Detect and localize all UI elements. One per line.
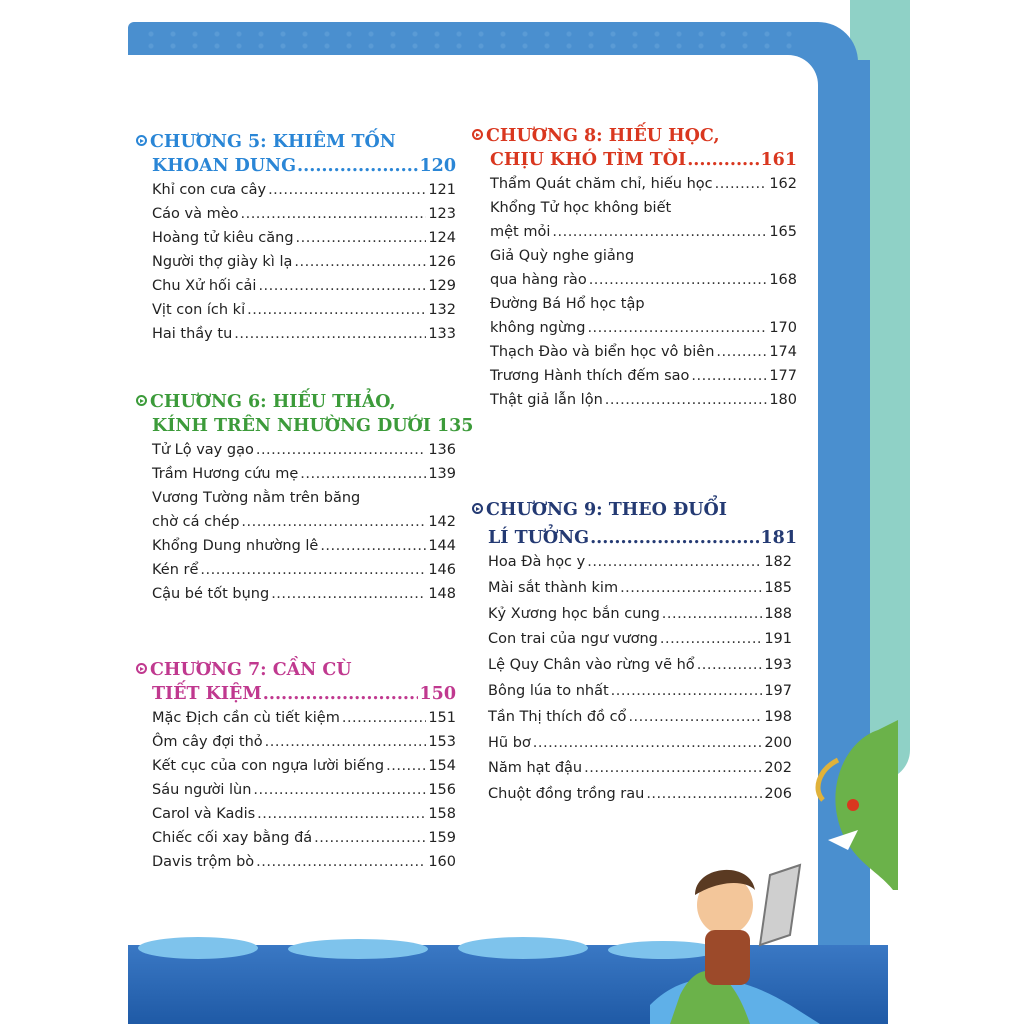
entry-title: chờ cá chép [152,514,240,530]
chapter-5-title-line1: CHƯƠNG 5: KHIÊM TỐN [150,132,396,152]
dot-leader [716,340,767,364]
toc-entry[interactable] [152,226,456,250]
entry-title: Tử Lộ vay gạo [152,442,254,458]
entry-title: Hũ bơ [488,734,531,751]
entry-title: Thẩm Quát chăm chỉ, hiếu học [490,176,713,192]
dot-leader [263,682,419,706]
chapter-8-entries [472,172,797,412]
toc-entry[interactable] [152,178,456,202]
dot-leader [200,558,426,582]
chapter-7-page: 150 [419,684,456,704]
entry-page-number: 198 [764,708,792,725]
chapter-7-title-line2: TIẾT KIỆM [152,684,262,704]
entry-title: Chu Xử hối cải [152,278,257,294]
entry-page-number: 159 [428,830,456,846]
toc-entry[interactable] [152,462,456,486]
entry-page-number: 206 [764,786,792,803]
entry-title: Khổng Tử học không biết [490,200,672,216]
chapter-8-title-line2: CHỊU KHÓ TÌM TÒI [490,150,687,170]
toc-entry[interactable] [152,826,456,850]
dot-leader [247,298,426,322]
dot-leader [589,268,768,292]
chapter-8-title-line1: CHƯƠNG 8: HIẾU HỌC, [486,126,720,146]
entry-title: Ôm cây đợi thỏ [152,734,263,750]
entry-title: Mặc Địch cần cù tiết kiệm [152,710,340,726]
dot-leader [628,705,762,731]
entry-page-number: 139 [428,466,456,482]
dot-leader [300,462,426,486]
decorative-cloud-pattern [140,28,800,52]
dot-leader [294,250,426,274]
entry-title: Lệ Quy Chân vào rừng vẽ hổ [488,657,695,674]
entry-title: Chiếc cối xay bằng đá [152,830,313,846]
chapter-5-page: 120 [419,156,456,176]
toc-entry[interactable] [152,558,456,582]
toc-entry[interactable] [152,274,456,298]
dot-leader [386,754,426,778]
entry-page-number: 193 [764,657,792,674]
dot-leader [258,274,426,298]
entry-page-number: 160 [428,854,456,870]
dot-leader [697,653,763,679]
entry-title: Giả Quỳ nghe giảng [490,248,635,264]
entry-page-number: 162 [769,176,797,192]
chapter-6-entries [136,438,456,606]
chapter-8-heading[interactable] [472,124,797,172]
entry-page-number: 174 [769,344,797,360]
dot-leader [241,510,426,534]
entry-page-number: 180 [769,392,797,408]
entry-page-number: 158 [428,806,456,822]
toc-entry[interactable] [152,486,456,534]
entry-page-number: 133 [428,326,456,342]
entry-page-number: 151 [428,710,456,726]
toc-entry[interactable] [490,172,797,196]
entry-page-number: 136 [428,442,456,458]
entry-page-number: 197 [764,682,792,699]
entry-page-number: 202 [764,760,792,777]
toc-entry[interactable] [488,679,792,705]
chapter-7-heading[interactable] [136,658,456,706]
entry-title: Chuột đồng trồng rau [488,786,645,803]
dot-leader [584,756,762,782]
entry-title: Khỉ con cưa cây [152,182,267,198]
dot-leader [296,226,427,250]
play-bullet-icon [136,663,147,674]
play-bullet-icon [136,395,147,406]
entry-title: mệt mỏi [490,224,551,240]
dot-leader [587,550,762,576]
toc-entry[interactable] [152,706,456,730]
toc-entry[interactable] [152,850,456,874]
entry-page-number: 168 [769,272,797,288]
toc-entry[interactable] [152,730,456,754]
entry-page-number: 191 [764,631,792,648]
entry-title: Kén rể [152,562,199,578]
toc-entry[interactable] [488,756,792,782]
toc-column-right [472,124,797,808]
dot-leader [314,826,426,850]
dot-leader [620,576,762,602]
chapter-6-title-line1: CHƯƠNG 6: HIẾU THẢO, [150,392,396,412]
toc-entry[interactable] [488,705,792,731]
chapter-5-title-line2: KHOAN DUNG [152,156,297,176]
entry-title: Đường Bá Hổ học tập [490,296,645,312]
dot-leader [691,364,767,388]
entry-title: Thật giả lẫn lộn [490,392,603,408]
toc-entry[interactable] [152,438,456,462]
dot-leader [320,534,426,558]
entry-title: Người thợ giày kì lạ [152,254,293,270]
toc-entry[interactable] [152,298,456,322]
entry-page-number: 126 [428,254,456,270]
chapter-9-title-line1: CHƯƠNG 9: THEO ĐUỔI [486,500,727,520]
toc-entry[interactable] [488,576,792,602]
entry-title: Cáo và mèo [152,206,239,222]
dot-leader [342,706,426,730]
entry-title: Khổng Dung nhường lê [152,538,319,554]
entry-page-number: 124 [428,230,456,246]
chapter-9-entries [472,550,792,808]
chapter-6-page: 135 [436,416,474,436]
entry-page-number: 132 [428,302,456,318]
dot-leader [605,388,768,412]
dot-leader [256,850,426,874]
dot-leader [256,438,426,462]
entry-page-number: 156 [428,782,456,798]
dot-leader [271,582,426,606]
chapter-9-title-line2: LÍ TƯỞNG [488,528,590,548]
entry-title: Davis trộm bò [152,854,255,870]
entry-title: Thạch Đào và biển học vô biên [490,344,715,360]
dot-leader [253,778,426,802]
toc-entry[interactable] [152,250,456,274]
entry-title: Sáu người lùn [152,782,252,798]
dot-leader [662,602,763,628]
entry-title: Vương Tường nằm trên băng [152,490,361,506]
entry-page-number: 185 [764,579,792,596]
entry-page-number: 121 [428,182,456,198]
entry-title: Kết cục của con ngựa lười biếng [152,758,385,774]
chapter-7-title-line1: CHƯƠNG 7: CẦN CÙ [150,660,352,680]
toc-entry[interactable] [488,731,792,757]
entry-page-number: 170 [769,320,797,336]
entry-page-number: 153 [428,734,456,750]
dot-leader [297,154,418,178]
entry-page-number: 177 [769,368,797,384]
entry-title: Trầm Hương cứu mẹ [152,466,299,482]
toc-entry[interactable] [152,778,456,802]
dot-leader [590,526,759,550]
toc-entry[interactable] [490,292,797,340]
dot-leader [646,782,762,808]
toc-entry[interactable] [152,534,456,558]
dot-leader [234,322,426,346]
entry-title: Năm hạt đậu [488,760,583,777]
dot-leader [552,220,767,244]
toc-entry[interactable] [152,322,456,346]
entry-title: Cậu bé tốt bụng [152,586,270,602]
chapter-6-title-line2: KÍNH TRÊN NHƯỜNG DƯỚI [152,416,431,436]
entry-title: Con trai của ngư vương [488,631,658,648]
toc-entry[interactable] [488,627,792,653]
dot-leader [587,316,767,340]
toc-entry[interactable] [152,802,456,826]
entry-title: Mài sắt thành kim [488,579,619,596]
dot-leader [611,679,763,705]
entry-title: Trương Hành thích đếm sao [490,368,690,384]
dot-leader [265,730,427,754]
toc-entry[interactable] [152,754,456,778]
chapter-6-heading[interactable] [136,390,474,438]
dot-leader [715,172,768,196]
toc-entry[interactable] [488,653,792,679]
entry-page-number: 182 [764,554,792,570]
toc-entry[interactable] [490,364,797,388]
dot-leader [660,627,762,653]
entry-page-number: 165 [769,224,797,240]
toc-entry[interactable] [490,340,797,364]
entry-page-number: 188 [764,605,792,622]
chapter-7-entries [136,706,456,874]
entry-page-number: 146 [428,562,456,578]
dot-leader [240,202,426,226]
entry-title: Kỷ Xương học bắn cung [488,605,660,622]
entry-title: Hoa Đà học y [488,554,586,570]
toc-entry[interactable] [490,388,797,412]
boy-with-sword-illustration [650,855,820,1024]
toc-entry[interactable] [490,244,797,292]
dot-leader [268,178,426,202]
chapter-5-entries [136,178,456,346]
entry-title: không ngừng [490,320,586,336]
dragon-illustration [808,720,898,890]
toc-entry[interactable] [152,582,456,606]
entry-page-number: 144 [428,538,456,554]
entry-title: Carol và Kadis [152,806,256,822]
toc-entry[interactable] [490,196,797,244]
entry-title: Tần Thị thích đồ cổ [488,708,627,725]
toc-entry[interactable] [152,202,456,226]
chapter-5-heading[interactable] [136,130,456,178]
entry-title: Vịt con ích kỉ [152,302,246,318]
entry-title: Bông lúa to nhất [488,682,609,699]
chapter-9-page: 181 [760,528,797,548]
entry-page-number: 200 [764,734,792,751]
play-bullet-icon [472,129,483,140]
dot-leader [687,148,759,172]
entry-page-number: 123 [428,206,456,222]
toc-entry[interactable] [488,782,792,808]
entry-title: qua hàng rào [490,272,587,288]
entry-page-number: 148 [428,586,456,602]
entry-page-number: 154 [428,758,456,774]
dot-leader [257,802,426,826]
dot-leader [533,731,763,757]
play-bullet-icon [136,135,147,146]
entry-page-number: 129 [428,278,456,294]
entry-title: Hoàng tử kiêu căng [152,230,294,246]
chapter-9-heading[interactable] [472,498,797,550]
toc-entry[interactable] [488,602,792,628]
toc-entry[interactable] [488,550,792,576]
entry-page-number: 142 [428,514,456,530]
toc-column-left [136,130,474,874]
entry-title: Hai thầy tu [152,326,233,342]
chapter-8-page: 161 [760,150,797,170]
play-bullet-icon [472,503,483,514]
